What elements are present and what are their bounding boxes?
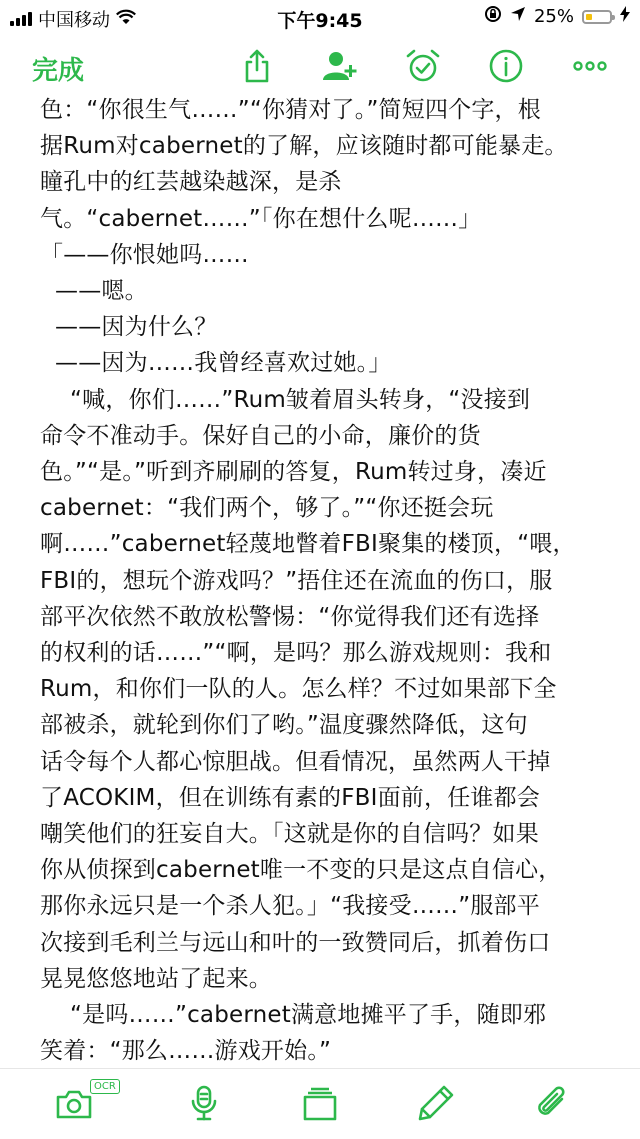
text-line: 瞳孔中的红芸越染越深，是杀 [40, 169, 342, 196]
text-line: 部平次依然不敢放松警惕：“你觉得我们还有选择 [40, 603, 540, 630]
text-line: 话令每个人都心惊胆战。但看情况，虽然两人干掉 [40, 748, 551, 775]
more-icon[interactable] [572, 48, 608, 84]
lock-rotation-icon [484, 5, 502, 28]
text-line: 了ACOKIM，但在训练有素的FBI面前，任谁都会 [40, 784, 540, 811]
alarm-icon[interactable] [405, 48, 441, 84]
charging-icon [620, 6, 630, 27]
text-line: 你从侦探到cabernet唯一不变的只是这点自信心， [40, 857, 562, 884]
text-line: 笑着：“那么……游戏开始。” [40, 1038, 332, 1065]
status-right [484, 5, 630, 28]
text-line: 晃晃悠悠地站了起来。 [40, 965, 272, 992]
text-line: 「——你恨她吗…… [40, 241, 249, 268]
text-line: ——嗯。 [40, 278, 148, 305]
note-toolbar [0, 40, 640, 92]
note-body[interactable] [40, 92, 600, 1068]
share-icon[interactable] [239, 48, 275, 84]
text-line: 色：“你很生气……”“你猜对了。”简短四个字，根 [40, 97, 541, 123]
ocr-badge: OCR [90, 1079, 120, 1094]
clock: 下午9:45 [277, 10, 363, 32]
layers-icon[interactable] [300, 1083, 340, 1123]
status-bar [0, 0, 640, 34]
text-line: “是吗……”cabernet满意地摊平了手，随即邪 [40, 1002, 547, 1029]
paperclip-icon[interactable] [532, 1083, 572, 1123]
text-line: 次接到毛利兰与远山和叶的一致赞同后，抓着伤口 [40, 929, 551, 956]
add-person-icon[interactable] [322, 48, 358, 84]
microphone-icon[interactable] [184, 1083, 224, 1123]
note-text [40, 92, 600, 1068]
info-icon[interactable] [488, 48, 524, 84]
text-line: ——因为什么？ [40, 314, 218, 341]
camera-icon[interactable] [54, 1083, 94, 1123]
text-line: FBI的，想玩个游戏吗？”捂住还在流血的伤口，服 [40, 567, 553, 594]
text-line: Rum，和你们一队的人。怎么样？不过如果部下全 [40, 676, 557, 703]
text-line: ——因为……我曾经喜欢过她。」 [40, 350, 392, 377]
text-line: 啊……”cabernet轻蔑地瞥着FBI聚集的楼顶，“喂， [40, 531, 576, 558]
text-line: “喊，你们……”Rum皱着眉头转身，“没接到 [40, 386, 531, 413]
text-line: 嘲笑他们的狂妄自大。「这就是你的自信吗？如果 [40, 821, 539, 848]
done-button[interactable]: 完成 [32, 56, 85, 86]
text-line: 部被杀，就轮到你们了哟。”温度骤然降低，这句 [40, 712, 528, 739]
text-line: 据Rum对cabernet的了解，应该随时都可能暴走。 [40, 133, 568, 160]
text-line: 那你永远只是一个杀人犯。」“我接受……”服部平 [40, 893, 540, 920]
text-line: 色。”“是。”听到齐刷刷的答复，Rum转过身，凑近 [40, 459, 547, 486]
battery-icon [582, 10, 612, 24]
text-line: 气。“cabernet……”「你在想什么呢……」 [40, 205, 482, 232]
carrier-name: 中国移动 [38, 10, 110, 31]
bottom-toolbar [0, 1068, 640, 1139]
text-line: 命令不准动手。保好自己的小命，廉价的货 [40, 422, 481, 449]
pen-icon[interactable] [416, 1083, 456, 1123]
text-line: 的权利的话……”“啊，是吗？那么游戏规则：我和 [40, 640, 552, 667]
location-icon [510, 6, 526, 27]
battery-percent: 25% [533, 6, 574, 27]
text-line: cabernet：“我们两个，够了。”“你还挺会玩 [40, 495, 494, 522]
